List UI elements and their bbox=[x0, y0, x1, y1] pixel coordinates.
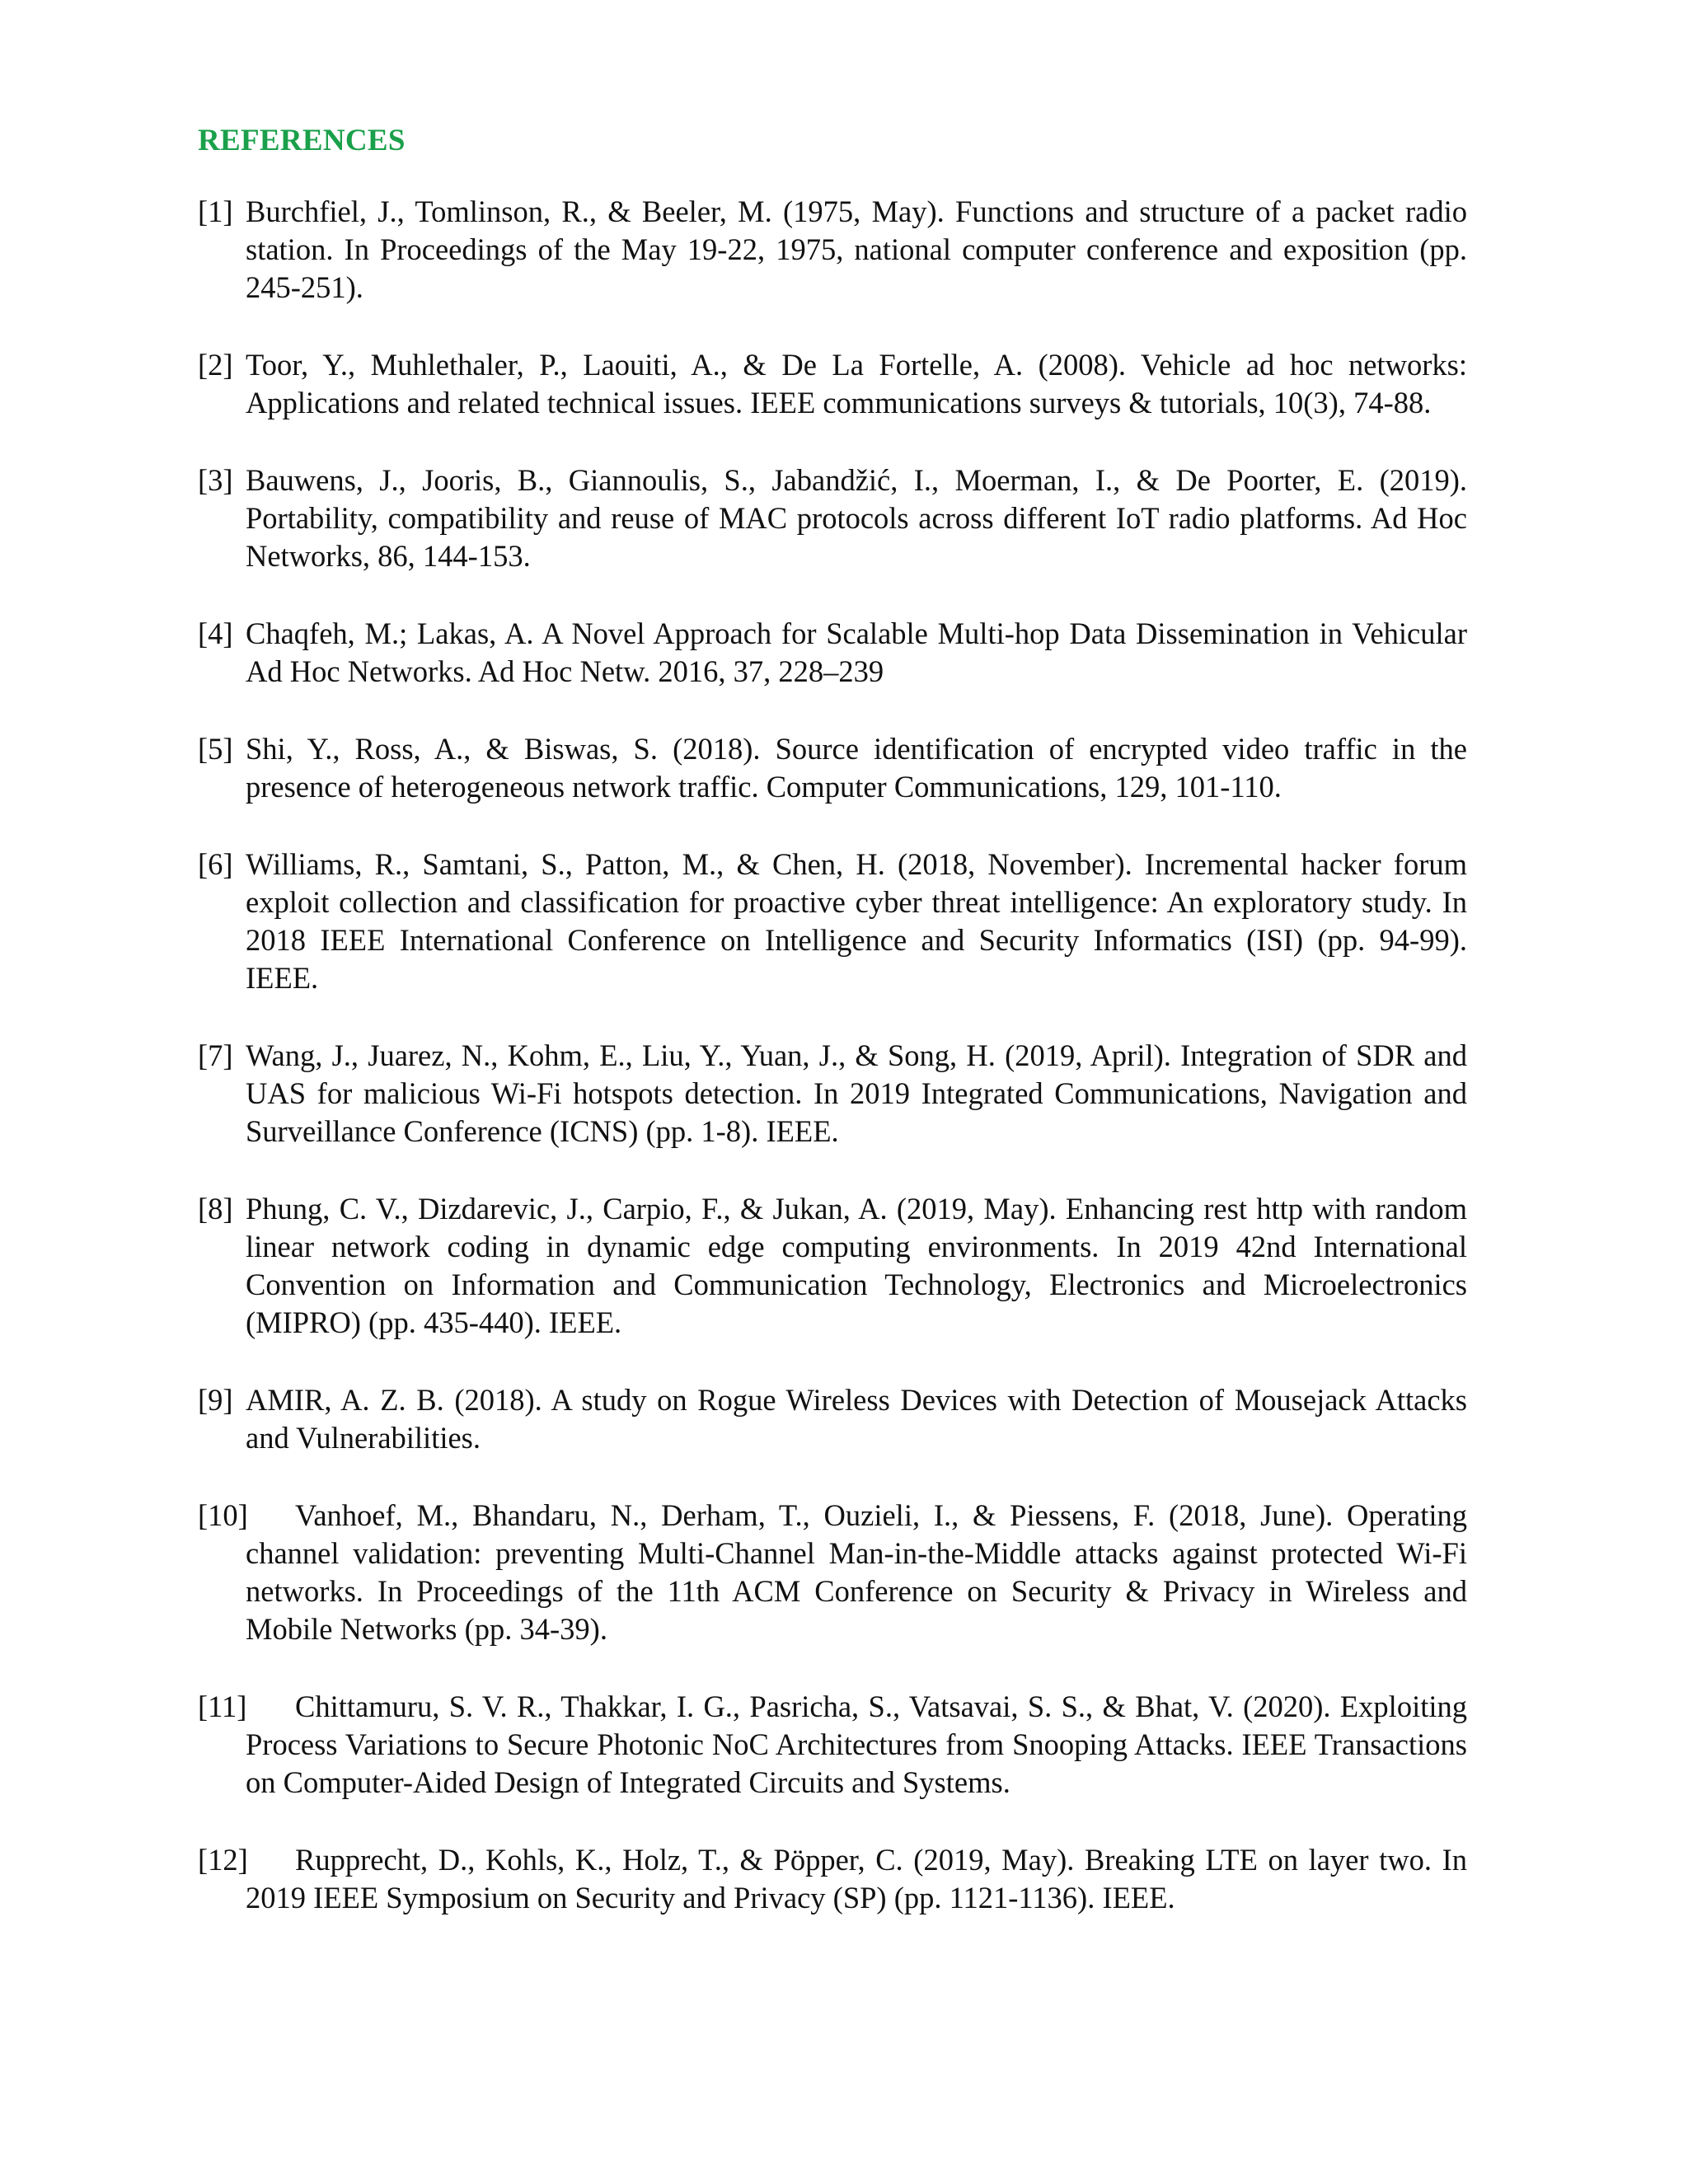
reference-number: [4] bbox=[198, 616, 233, 650]
reference-text: Toor, Y., Muhlethaler, P., Laouiti, A., & De La Fortelle, A. (2008). Vehicle ad hoc networks: Applications and related technical issues. IEEE communications surveys & tutorials, 10(3), 74-88. bbox=[246, 348, 1467, 419]
references-heading: REFERENCES bbox=[198, 124, 406, 157]
reference-text: Chittamuru, S. V. R., Thakkar, I. G., Pasricha, S., Vatsavai, S. S., & Bhat, V. (2020). Exploiting Process Variations to Secure Photonic NoC Architectures from Snooping Attacks. IEEE Transactions on Computer-Aided Design of Integrated Circuits and Systems. bbox=[246, 1690, 1467, 1799]
reference-item-3 bbox=[198, 462, 1467, 575]
reference-text: Williams, R., Samtani, S., Patton, M., & Chen, H. (2018, November). Incremental hacker forum exploit collection and classification for proactive cyber threat intelligence: An exploratory study. In 2018 IEEE International Conference on Intelligence and Security Informatics (ISI) (pp. 94-99). IEEE. bbox=[246, 847, 1467, 995]
reference-item-9 bbox=[198, 1381, 1467, 1457]
reference-number: [5] bbox=[198, 732, 233, 766]
reference-number: [9] bbox=[198, 1383, 233, 1417]
reference-number: [12] bbox=[198, 1843, 248, 1877]
reference-item-10 bbox=[198, 1497, 1467, 1648]
reference-text: Chaqfeh, M.; Lakas, A. A Novel Approach for Scalable Multi-hop Data Dissemination in Vehicular Ad Hoc Networks. Ad Hoc Netw. 2016, 37, 228–239 bbox=[246, 616, 1467, 688]
reference-number: [7] bbox=[198, 1038, 233, 1072]
reference-text: Shi, Y., Ross, A., & Biswas, S. (2018). Source identification of encrypted video traffic in the presence of heterogeneous network traffic. Computer Communications, 129, 101-110. bbox=[246, 732, 1467, 804]
reference-item-1 bbox=[198, 193, 1467, 307]
reference-text: Burchfiel, J., Tomlinson, R., & Beeler, M. (1975, May). Functions and structure of a packet radio station. In Proceedings of the May 19-22, 1975, national computer conference and exposition (pp. 245-251). bbox=[246, 194, 1467, 304]
reference-item-11 bbox=[198, 1688, 1467, 1802]
reference-number: [3] bbox=[198, 463, 233, 497]
references-page bbox=[198, 122, 1467, 1957]
reference-number: [6] bbox=[198, 847, 233, 881]
reference-item-6 bbox=[198, 846, 1467, 997]
reference-number: [2] bbox=[198, 348, 233, 382]
reference-text: Bauwens, J., Jooris, B., Giannoulis, S., Jabandžić, I., Moerman, I., & De Poorter, E. (2019). Portability, compatibility and reuse of MAC protocols across different IoT radio platforms. Ad Hoc Networks, 86, 144-153. bbox=[246, 463, 1467, 573]
reference-number: [8] bbox=[198, 1192, 233, 1226]
reference-number: [10] bbox=[198, 1498, 248, 1532]
reference-item-4 bbox=[198, 615, 1467, 691]
reference-text: Phung, C. V., Dizdarevic, J., Carpio, F., & Jukan, A. (2019, May). Enhancing rest http with random linear network coding in dynamic edge computing environments. In 2019 42nd International Convention on Information and Communication Technology, Electronics and Microelectronics (MIPRO) (pp. 435-440). IEEE. bbox=[246, 1192, 1467, 1339]
reference-item-12 bbox=[198, 1841, 1467, 1917]
reference-number: [1] bbox=[198, 194, 233, 228]
reference-item-8 bbox=[198, 1190, 1467, 1342]
reference-item-5 bbox=[198, 730, 1467, 806]
reference-text: Wang, J., Juarez, N., Kohm, E., Liu, Y., Yuan, J., & Song, H. (2019, April). Integration of SDR and UAS for malicious Wi-Fi hotspots detection. In 2019 Integrated Communications, Navigation and Surveillance Conference (ICNS) (pp. 1-8). IEEE. bbox=[246, 1038, 1467, 1148]
reference-list bbox=[198, 193, 1467, 1917]
reference-text: AMIR, A. Z. B. (2018). A study on Rogue Wireless Devices with Detection of Mousejack Attacks and Vulnerabilities. bbox=[246, 1383, 1467, 1455]
reference-item-7 bbox=[198, 1037, 1467, 1151]
reference-number: [11] bbox=[198, 1690, 247, 1723]
reference-item-2 bbox=[198, 346, 1467, 422]
reference-text: Vanhoef, M., Bhandaru, N., Derham, T., Ouzieli, I., & Piessens, F. (2018, June). Operating channel validation: preventing Multi-Channel Man-in-the-Middle attacks against protected Wi-Fi networks. In Proceedings of the 11th ACM Conference on Security & Privacy in Wireless and Mobile Networks (pp. 34-39). bbox=[246, 1498, 1467, 1646]
reference-text: Rupprecht, D., Kohls, K., Holz, T., & Pöpper, C. (2019, May). Breaking LTE on layer two. In 2019 IEEE Symposium on Security and Privacy (SP) (pp. 1121-1136). IEEE. bbox=[246, 1843, 1467, 1915]
